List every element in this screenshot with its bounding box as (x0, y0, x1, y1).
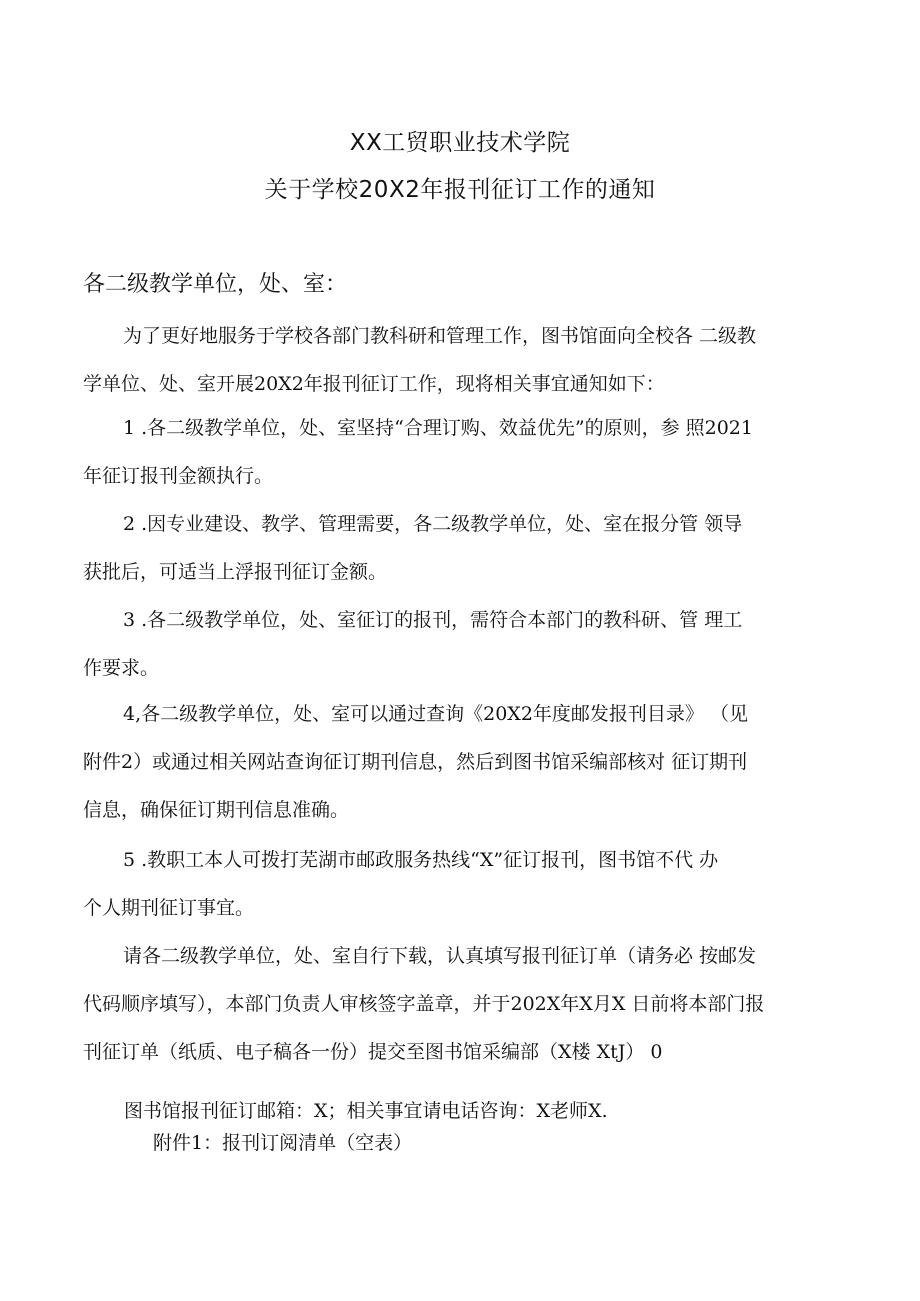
contact-line: 图书馆报刊征订邮箱：X；相关事宜请电话咨询：X老师X. (124, 1100, 608, 1122)
item-1-paragraph (83, 404, 839, 500)
paragraph-line: 代码顺序填写），本部门负责人审核签字盖章，并于202X年X月X 日前将本部门报 (83, 993, 765, 1015)
paragraph-line: 5 .教职工本人可拨打芜湖市邮政服务热线“X”征订报刊，图书馆不代 办 (123, 849, 719, 871)
paragraph-line: 3 .各二级教学单位，处、室征订的报刊，需符合本部门的教科研、管 理工 (123, 609, 743, 631)
intro-paragraph (83, 312, 839, 408)
paragraph-line: 为了更好地服务于学校各部门教科研和管理工作，图书馆面向全校各 二级教 (123, 325, 757, 347)
paragraph-line: 2 .因专业建设、教学、管理需要，各二级教学单位，处、室在报分管 领导 (123, 513, 743, 535)
paragraph-line: 学单位、处、室开展20X2年报刊征订工作，现将相关事宜通知如下： (83, 373, 665, 395)
paragraph-line: 年征订报刊金额执行。 (83, 465, 274, 487)
document-title-line-1: XX工贸职业技术学院 (349, 130, 571, 156)
submission-paragraph (83, 932, 839, 1076)
paragraph-line: 请各二级教学单位，处、室自行下载，认真填写报刊征订单（请务必 按邮发 (123, 945, 757, 967)
paragraph-line: 作要求。 (83, 657, 160, 679)
paragraph-line: 获批后，可适当上浮报刊征订金额。 (83, 561, 388, 583)
paragraph-line: 4,各二级教学单位，处、室可以通过查询《20X2年度邮发报刊目录》 （见 (123, 703, 748, 725)
document-title-line-2: 关于学校20X2年报刊征订工作的通知 (264, 177, 656, 203)
paragraph-line: 1 .各二级教学单位，处、室坚持“合理订购、效益优先”的原则，参 照2021 (123, 417, 753, 439)
paragraph-line: 附件2）或通过相关网站查询征订期刊信息，然后到图书馆采编部核对 征订期刊 (83, 751, 748, 773)
item-2-paragraph (83, 500, 839, 596)
item-4-paragraph (83, 690, 839, 834)
salutation: 各二级教学单位，处、室： (83, 272, 348, 297)
attachment-line: 附件1：报刊订阅清单（空表） (153, 1132, 413, 1154)
paragraph-line: 个人期刊征订事宜。 (83, 897, 255, 919)
paragraph-line: 刊征订单（纸质、电子稿各一份）提交至图书馆采编部（X楼 XtJ） 0 (83, 1041, 663, 1063)
item-5-paragraph (83, 836, 839, 932)
paragraph-line: 信息，确保征订期刊信息准确。 (83, 799, 350, 821)
item-3-paragraph (83, 596, 839, 692)
